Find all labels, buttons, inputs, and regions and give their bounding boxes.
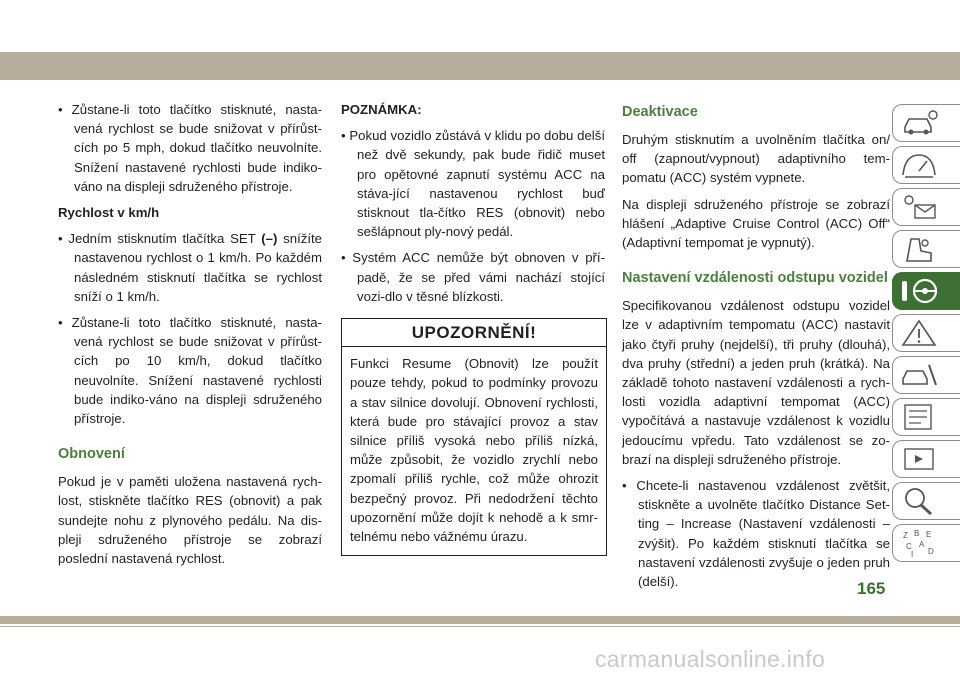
footer-line	[0, 626, 960, 627]
bullet-set-minus-text-a: • Jedním stisknutím tlačítka SET	[58, 231, 262, 247]
warning-text: Funkci Resume (Obnovit) lze použít pouze tehdy, pokud to podmínky provozu a stav silnice dovolují. Obnovení rychlosti, která bude pro stávající provoz a stav silnice příliš vysoká nebo příliš nízká, může způsobit, že vozidlo zrychlí nebo zpomalí příliš rychle, což může ohrozit bezpečný provoz. Při nedodržení těchto upozornění může dojít k nehodě a k smr-telnému nebo vážnému úrazu.	[350, 356, 598, 545]
warning-triangle-icon	[899, 317, 939, 349]
letter-d: D	[928, 547, 934, 556]
magnifier-index-icon	[899, 485, 939, 517]
steering-wheel-key-icon	[899, 275, 939, 307]
maintenance-car-icon	[899, 359, 939, 391]
car-info-icon	[899, 107, 939, 139]
letter-z: Z	[903, 531, 908, 540]
paragraph-deactivation-1: Druhým stisknutím a uvolněním tlačítka on/ off (zapnout/vypnout) adaptivního tem-pomatu (ACC) systém vypnete.	[622, 132, 890, 186]
footer-band	[0, 616, 960, 624]
specifications-icon	[899, 401, 939, 433]
heading-resume: Obnovení	[58, 446, 125, 463]
tab-starting-operating[interactable]	[892, 272, 960, 310]
heading-speed-kmh: Rychlost v km/h	[58, 205, 160, 221]
paragraph-resume: Pokud je v paměti uložena nastavená rych-lost, stiskněte tlačítko RES (obnovit) a pak sundejte nohu z plynového pedálu. Na dis-pleji sdruženého přístroje se zobrazí poslední nastavená rychlost.	[58, 474, 322, 567]
paragraph-deactivation-2: Na displeji sdruženého přístroje se zobrazí hlášení „Adaptive Cruise Control (ACC) Off“ (Adaptivní tempomat je vypnutý).	[622, 196, 890, 251]
tab-safety[interactable]	[892, 230, 960, 268]
bullet-decrease-kmh: • Zůstane-li toto tlačítko stisknuté, nasta-vená rychlost se bude snižovat v přírůst-cích po 10 km/h, dokud tlačítko neuvolníte. Snížení nastavené rychlosti bude indiko-váno na displeji sdruženého přístroje.	[58, 315, 322, 427]
bullet-set-minus-text-b: snížíte nastavenou rychlost o 1 km/h. Po každém následném stisknutí tlačítka se rychlost sníží o 1 km/h.	[74, 231, 322, 304]
warning-title: UPOZORNĚNÍ!	[342, 319, 606, 347]
note-bullet-standstill: • Pokud vozidlo zůstává v klidu po dobu delší než dvě sekundy, pak bude řidič muset pro opětovné zapnutí systému ACC na stáva-jící nastavenou rychlost buď stisknout tla-čítko RES (obnovit) nebo sešlápnout ply-nový pedál.	[341, 128, 605, 240]
bullet-decrease-mph: • Zůstane-li toto tlačítko stisknuté, nasta-vená rychlost se bude snižovat v přírůst-cích po 5 mph, dokud tlačítko neuvolníte. Snížení nastavené rychlosti bude indiko-váno na displeji sdruženého přístroje.	[58, 102, 322, 194]
heading-following-distance: Nastavení vzdálenosti odstupu vozidel	[622, 270, 888, 287]
page-number: 165	[857, 579, 886, 598]
tab-introduction[interactable]	[892, 104, 960, 142]
alphabet-index-icon	[899, 527, 939, 559]
tab-customer-assistance[interactable]	[892, 482, 960, 520]
tab-getting-to-know[interactable]	[892, 146, 960, 184]
tab-servicing[interactable]	[892, 356, 960, 394]
note-bullet-stopped-vehicle: • Systém ACC nemůže být obnoven v pří-padě, že se před vámi nachází stojící vozi-dlo v těsné blízkosti.	[341, 250, 605, 304]
column-middle	[341, 100, 605, 556]
paragraph-following-distance: Specifikovanou vzdálenost odstupu vozidel lze v adaptivním tempomatu (ACC) nastavit jako čtyři pruhy (nejdelší), tři pruhy (dlouhá), dva pruhy (střední) a jeden pruh (krátká). Na základě tohoto nastavení vzdálenosti a rych-losti vozidla adaptivní tempomat (ACC) vypočítává a nastavuje vzdálenost k vozidlu jedoucímu vpředu. Tato vzdálenost se zo-brazí na displeji sdruženého přístroje.	[622, 298, 890, 467]
letter-e: E	[926, 530, 932, 539]
child-seat-safety-icon	[899, 233, 939, 265]
column-right	[622, 100, 890, 598]
bullet-increase-distance: • Chcete-li nastavenou vzdálenost zvětšit, stiskněte a uvolněte tlačítko Distance Set-ting – Increase (Nastavení vzdálenosti – zvýšit). Po každém stisknutí tlačítka se nastavení vzdálenosti zvyšuje o jeden pruh (delší).	[622, 478, 890, 590]
set-minus-symbol: (–)	[261, 231, 278, 247]
letter-i: I	[911, 550, 914, 559]
letter-b: B	[914, 529, 920, 538]
warning-box	[341, 318, 607, 556]
letter-a: A	[919, 540, 925, 549]
header-band	[0, 52, 960, 80]
chapter-tabs	[892, 104, 960, 566]
watermark: carmanualsonline.info	[595, 646, 826, 672]
letter-c: C	[906, 542, 912, 551]
heading-deactivation: Deaktivace	[622, 104, 698, 120]
warning-light-message-icon	[899, 191, 939, 223]
tab-index[interactable]	[892, 524, 960, 562]
top-margin	[0, 0, 960, 20]
bullet-set-minus	[58, 229, 322, 306]
tab-multimedia[interactable]	[892, 440, 960, 478]
note-label: POZNÁMKA:	[341, 102, 422, 117]
dashboard-icon	[899, 149, 939, 181]
column-left	[58, 100, 322, 575]
tab-technical-specs[interactable]	[892, 398, 960, 436]
multimedia-icon	[899, 443, 939, 475]
tab-warning-lights[interactable]	[892, 188, 960, 226]
tab-emergencies[interactable]	[892, 314, 960, 352]
